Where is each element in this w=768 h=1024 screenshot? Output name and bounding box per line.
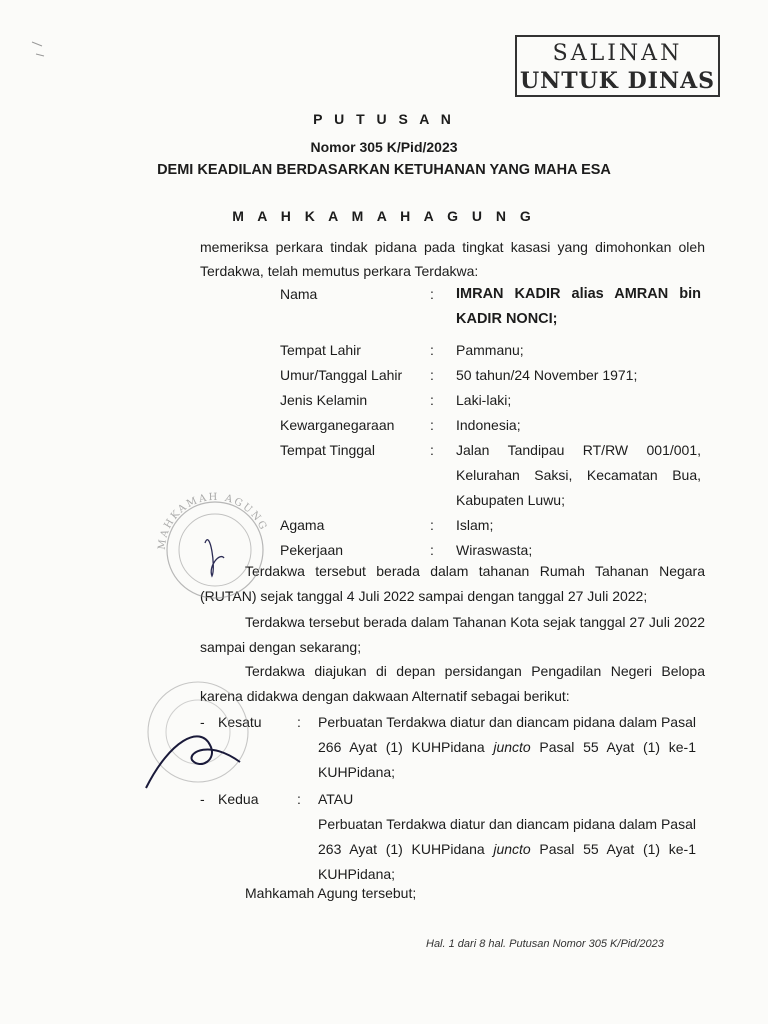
charge-text-b: Pasal 55 Ayat (1) ke-1 KUHPidana; — [318, 739, 697, 780]
charge-dash: - — [200, 714, 205, 730]
document-title: P U T U S A N — [313, 111, 455, 127]
court-seal-icon — [150, 488, 280, 603]
identity-colon: : — [430, 342, 434, 358]
charge-colon: : — [297, 714, 301, 730]
salinan-stamp — [515, 35, 720, 97]
identity-row-agama — [280, 513, 720, 538]
identity-colon: : — [430, 286, 434, 302]
closing-line: Mahkamah Agung tersebut; — [245, 885, 417, 901]
identity-row-tempat-lahir — [280, 338, 720, 363]
identity-value: Islam; — [456, 517, 494, 533]
scan-mark — [30, 40, 70, 80]
stamp-line-1: SALINAN — [552, 41, 683, 66]
stamp-line-2: UNTUK DINAS — [519, 68, 716, 94]
identity-value: 50 tahun/24 November 1971; — [456, 367, 638, 383]
identity-value: Indonesia; — [456, 417, 521, 433]
indictment-intro-paragraph: Terdakwa diajukan di depan persidangan Pengadilan Negeri Belopa karena didakwa dengan dakwaan Alternatif sebagai berikut: — [200, 663, 705, 704]
charge-text-a: Perbuatan Terdakwa diatur dan diancam pidana dalam Pasal 263 Ayat (1) KUHPidana — [318, 816, 696, 857]
identity-label: Umur/Tanggal Lahir — [280, 367, 403, 383]
identity-row-jenis-kelamin — [280, 388, 720, 413]
identity-colon: : — [430, 542, 434, 558]
identity-label: Kewarganegaraan — [280, 417, 395, 433]
charge-dash: - — [200, 791, 205, 807]
svg-text:MAHKAMAH AGUNG: MAHKAMAH AGUNG — [156, 491, 269, 551]
identity-label: Jenis Kelamin — [280, 392, 368, 408]
identity-colon: : — [430, 417, 434, 433]
identity-row-kewarganegaraan — [280, 413, 720, 438]
identity-value: Pammanu; — [456, 342, 524, 358]
identity-label: Tempat Lahir — [280, 342, 361, 358]
charge-text-a: Perbuatan Terdakwa diatur dan diancam pidana dalam Pasal 266 Ayat (1) KUHPidana — [318, 714, 696, 755]
identity-colon: : — [430, 442, 434, 458]
page-footer: Hal. 1 dari 8 hal. Putusan Nomor 305 K/Pid/2023 — [426, 938, 664, 950]
intro-paragraph: memeriksa perkara tindak pidana pada tingkat kasasi yang dimohonkan oleh Terdakwa, telah memutus perkara Terdakwa: — [200, 239, 705, 279]
court-name: M A H K A M A H A G U N G — [232, 208, 536, 224]
charge-text — [318, 787, 696, 887]
juncto-term: juncto — [493, 739, 531, 755]
invocation-heading: DEMI KEADILAN BERDASARKAN KETUHANAN YANG MAHA ESA — [157, 162, 611, 178]
identity-value-address: Jalan Tandipau RT/RW 001/001, Kelurahan Saksi, Kecamatan Bua, Kabupaten Luwu; — [456, 442, 701, 508]
identity-label: Nama — [280, 286, 318, 302]
charge-colon: : — [297, 791, 301, 807]
identity-value: Laki-laki; — [456, 392, 512, 408]
identity-colon: : — [430, 367, 434, 383]
identity-colon: : — [430, 517, 434, 533]
identity-label: Pekerjaan — [280, 542, 344, 558]
identity-value-name: IMRAN KADIR alias AMRAN bin KADIR NONCI; — [456, 286, 701, 327]
charge-label: Kesatu — [218, 714, 262, 730]
identity-label: Tempat Tinggal — [280, 442, 375, 458]
juncto-term: juncto — [493, 841, 531, 857]
charge-text — [318, 710, 696, 785]
detention-paragraph-1: Terdakwa tersebut berada dalam tahanan Rumah Tahanan Negara (RUTAN) sejak tanggal 4 Juli 2022 sampai dengan tanggal 27 Juli 2022; — [200, 563, 705, 604]
charge-label: Kedua — [218, 791, 259, 807]
charge-text-b: Pasal 55 Ayat (1) ke-1 KUHPidana; — [318, 841, 697, 882]
identity-colon: : — [430, 392, 434, 408]
case-number: Nomor 305 K/Pid/2023 — [310, 139, 458, 155]
identity-row-tempat-tinggal — [280, 438, 720, 513]
identity-label: Agama — [280, 517, 325, 533]
atau-label: ATAU — [318, 791, 354, 807]
identity-value: Wiraswasta; — [456, 542, 533, 558]
defendant-identity — [280, 282, 720, 563]
identity-row-umur — [280, 363, 720, 388]
court-seal-signature-icon — [140, 670, 255, 800]
identity-row-nama — [280, 282, 720, 332]
detention-paragraph-2: Terdakwa tersebut berada dalam Tahanan Kota sejak tanggal 27 Juli 2022 sampai dengan sekarang; — [200, 614, 705, 655]
